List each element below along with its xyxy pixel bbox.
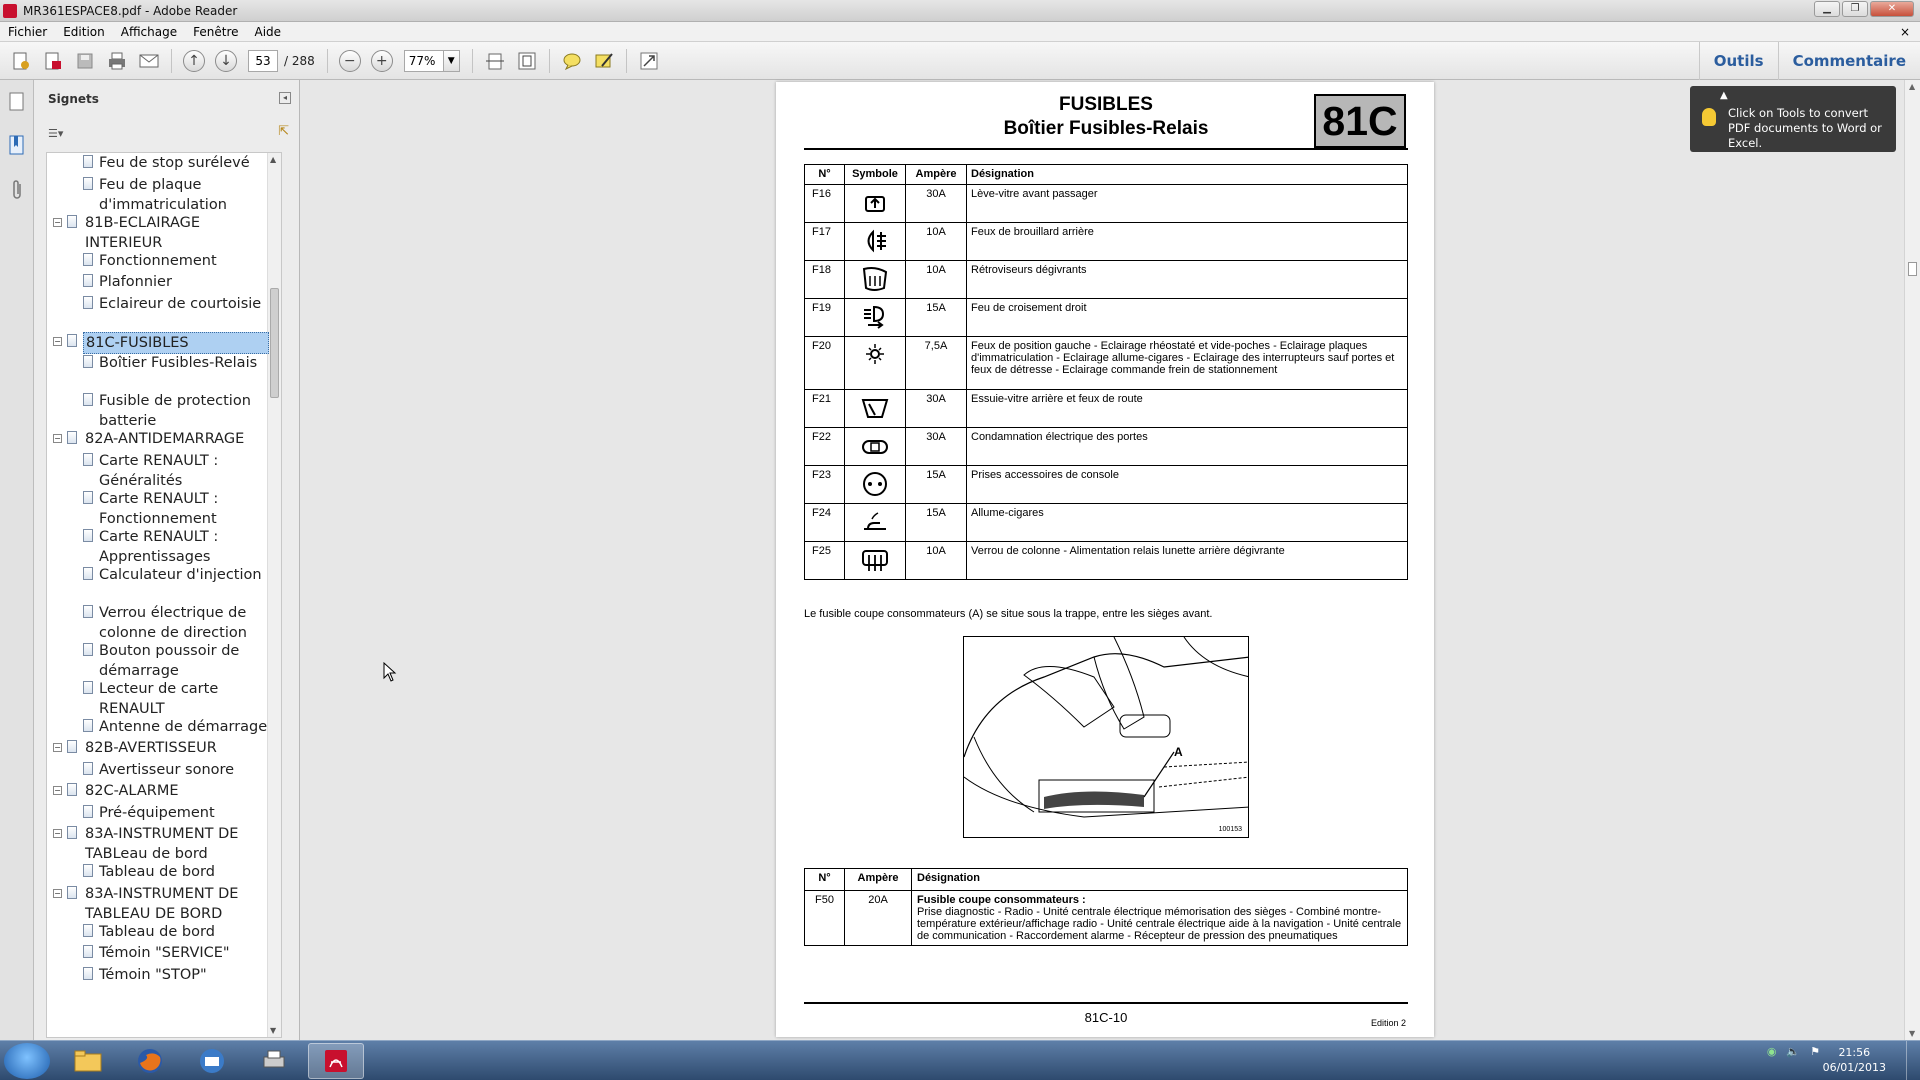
page-header	[804, 92, 1408, 150]
fuse-table	[804, 164, 1408, 580]
bookmark-section[interactable]	[47, 213, 269, 253]
clock-date: 06/01/2013	[1822, 1061, 1886, 1074]
collapse-toggle-icon[interactable]: −	[54, 829, 61, 838]
taskbar	[0, 1040, 1920, 1080]
print-icon[interactable]	[104, 48, 130, 74]
menu-fichier[interactable]: Fichier	[8, 24, 48, 39]
zoom-dropdown-chevron-icon[interactable]: ▼	[444, 50, 460, 72]
bookmark-label: Verrou électrique de colonne de direction	[99, 604, 247, 641]
bookmarks-toolbar	[34, 118, 299, 148]
lightbulb-icon	[1702, 108, 1716, 126]
bookmark-label: 82C-ALARME	[85, 783, 179, 799]
fuse-amperage: 15A	[906, 299, 967, 337]
bookmark-page-icon	[83, 643, 93, 656]
bookmark-label: Fonctionnement	[99, 252, 217, 269]
bookmarks-icon[interactable]	[5, 134, 29, 158]
fuse-row	[805, 504, 1408, 542]
convert-pdf-icon[interactable]	[40, 48, 66, 74]
fuse-designation: Rétroviseurs dégivrants	[967, 261, 1408, 299]
page-footer	[804, 1002, 1408, 1028]
fit-width-icon[interactable]	[482, 48, 508, 74]
fuse-designation: Condamnation électrique des portes	[967, 428, 1408, 466]
bookmark-page-icon	[67, 886, 77, 899]
bookmark-label: Carte RENAULT : Fonctionnement	[99, 490, 219, 527]
bookmark-item[interactable]	[61, 862, 282, 882]
dipped-beam-icon	[860, 321, 890, 333]
bookmark-page-icon	[83, 296, 93, 309]
fuse-amperage: 15A	[906, 466, 967, 504]
bookmark-page-icon	[67, 334, 77, 347]
bookmark-item[interactable]	[61, 251, 282, 271]
comment-bubble-icon[interactable]	[559, 48, 585, 74]
window-title: MR361ESPACE8.pdf - Adobe Reader	[23, 3, 238, 18]
navigation-pane-strip	[0, 80, 34, 1040]
adobe-reader-taskbar-icon[interactable]	[308, 1043, 364, 1079]
bookmark-label: Fusible de protection batterie	[99, 393, 251, 429]
zoom-out-button[interactable]	[337, 48, 363, 74]
tools-tip-popup	[1690, 86, 1896, 152]
fuse-amperage: 30A	[906, 428, 967, 466]
fuse-symbol	[845, 428, 906, 466]
collapse-toggle-icon[interactable]: −	[54, 786, 61, 795]
fuse-number: F16	[805, 185, 845, 223]
expand-bookmark-icon[interactable]: ⇱	[278, 124, 289, 139]
acrobat-icon	[3, 4, 17, 18]
bookmark-page-icon	[83, 762, 93, 775]
fuse-row	[805, 390, 1408, 428]
bookmark-item[interactable]	[61, 272, 282, 292]
fuse-amperage: 10A	[906, 223, 967, 261]
bookmark-item[interactable]	[61, 717, 282, 737]
arrow-down-icon: ↓	[215, 50, 237, 72]
email-icon[interactable]	[136, 48, 162, 74]
scroll-up-arrow-icon[interactable]: ▲	[270, 155, 277, 164]
fuse-amperage: 30A	[906, 390, 967, 428]
tools-link[interactable]: Outils	[1699, 42, 1778, 80]
bookmarks-title: Signets	[48, 92, 99, 106]
consumer-header-num: N°	[805, 869, 845, 891]
toolbar-separator	[171, 49, 172, 73]
bookmark-label: Carte RENAULT : Généralités	[99, 452, 219, 489]
fuse-designation: Lève-vitre avant passager	[967, 185, 1408, 223]
consumer-table-header	[805, 869, 1408, 891]
page-thumbnails-icon[interactable]	[5, 90, 29, 114]
fuse-designation: Allume-cigares	[967, 504, 1408, 542]
fuse-row	[805, 185, 1408, 223]
next-page-button[interactable]	[213, 48, 239, 74]
consumer-fuse-designation	[912, 891, 1408, 946]
page-total: / 288	[284, 53, 315, 68]
illustration-callout-a: A	[1174, 745, 1183, 759]
collapse-toggle-icon[interactable]: −	[54, 888, 61, 898]
bookmark-label: Tableau de bord	[99, 923, 215, 940]
sign-pen-icon[interactable]	[591, 48, 617, 74]
bookmark-item[interactable]	[61, 294, 282, 314]
zoom-in-button[interactable]	[369, 48, 395, 74]
bookmark-page-icon	[67, 431, 77, 444]
taskbar-clock[interactable]	[1823, 1045, 1886, 1075]
consumer-header-amp: Ampère	[845, 869, 912, 891]
page-footer-number: 81C-10	[1084, 1010, 1128, 1025]
fuse-symbol	[845, 337, 906, 390]
fuse-row	[805, 223, 1408, 261]
bookmark-label: 82A-ANTIDEMARRAGE	[85, 431, 245, 447]
toolbar-separator	[327, 49, 328, 73]
fit-page-icon[interactable]	[514, 48, 540, 74]
bookmark-item[interactable]	[61, 451, 282, 491]
bookmark-page-icon	[83, 155, 93, 168]
bookmark-page-icon	[83, 924, 93, 937]
bookmark-item[interactable]	[61, 641, 282, 681]
bookmark-label: Tableau de bord	[99, 864, 215, 880]
bookmark-page-icon	[67, 740, 77, 753]
fuse-amperage: 30A	[906, 185, 967, 223]
fuse-number: F19	[805, 299, 845, 337]
bookmark-options-icon[interactable]: ☰▾	[48, 126, 64, 140]
bookmark-page-icon	[83, 274, 93, 287]
bookmark-label: Avertisseur sonore	[99, 761, 235, 778]
bookmark-label: Feu de stop surélevé	[99, 155, 250, 171]
section-code-badge: 81C	[1314, 94, 1406, 148]
consumer-fuse-table	[804, 868, 1408, 946]
bookmark-item[interactable]	[61, 603, 282, 643]
fuse-number: F21	[805, 390, 845, 428]
fuse-number: F17	[805, 223, 845, 261]
minus-icon: −	[339, 50, 361, 72]
fuse-location-illustration	[963, 636, 1249, 838]
bookmark-section[interactable]	[47, 429, 269, 449]
collapse-toggle-icon[interactable]: −	[54, 336, 61, 346]
bookmark-page-icon	[83, 491, 93, 504]
bookmark-item[interactable]	[61, 153, 282, 173]
firefox-browser-icon[interactable]	[122, 1043, 178, 1079]
close-button[interactable]: ✕	[1870, 1, 1914, 17]
start-button-windows-icon[interactable]	[4, 1043, 50, 1079]
fuse-row	[805, 466, 1408, 504]
clock-time: 21:56	[1838, 1046, 1871, 1059]
bookmark-section[interactable]	[47, 738, 269, 758]
fuse-symbol	[845, 223, 906, 261]
bookmark-label: 81B-ECLAIRAGE INTERIEUR	[85, 214, 201, 251]
fuse-number: F24	[805, 504, 845, 542]
bookmark-label: Pré-équipement	[99, 804, 215, 821]
bookmark-page-icon	[83, 529, 93, 542]
bookmark-label: Bouton poussoir de démarrage	[99, 642, 240, 679]
previous-page-button[interactable]	[181, 48, 207, 74]
bookmark-item[interactable]	[61, 922, 282, 942]
fuse-designation: Essuie-vitre arrière et feux de route	[967, 390, 1408, 428]
page-subtitle: Boîtier Fusibles-Relais	[1003, 118, 1209, 139]
file-explorer-folder-icon[interactable]	[60, 1043, 116, 1079]
bookmarks-header	[34, 80, 299, 118]
fuse-number: F23	[805, 466, 845, 504]
fuse-number: F18	[805, 261, 845, 299]
fuse-symbol	[845, 261, 906, 299]
page-edition: Edition 2	[1370, 1018, 1406, 1028]
plus-icon: +	[371, 50, 393, 72]
menu-aide[interactable]: Aide	[254, 24, 282, 39]
collapse-chevron-icon[interactable]: ▲	[1720, 90, 1728, 101]
toolbar-separator	[549, 49, 550, 73]
bookmark-item[interactable]	[61, 760, 282, 780]
bookmark-label: Témoin "STOP"	[99, 966, 207, 983]
tooltip-text: Click on Tools to convert PDF documents to Word or Excel.	[1728, 106, 1882, 150]
bookmark-page-icon	[83, 453, 93, 466]
bookmark-label: Antenne de démarrage	[99, 718, 268, 735]
rear-defrost-icon	[860, 564, 890, 576]
create-pdf-icon[interactable]	[8, 48, 34, 74]
fuse-number: F22	[805, 428, 845, 466]
document-close-button[interactable]: ×	[1899, 24, 1910, 39]
fuse-row	[805, 428, 1408, 466]
fuse-amperage: 15A	[906, 504, 967, 542]
fuse-row	[805, 261, 1408, 299]
fuse-symbol	[845, 504, 906, 542]
fuse-designation: Feu de croisement droit	[967, 299, 1408, 337]
scroll-up-arrow-icon[interactable]: ▲	[1909, 82, 1916, 91]
bookmark-page-icon	[83, 681, 93, 694]
fuse-designation: Verrou de colonne - Alimentation relais lunette arrière dégivrante	[967, 542, 1408, 580]
bookmark-item[interactable]	[61, 175, 282, 215]
window-lift-icon	[860, 207, 890, 219]
arrow-up-icon: ↑	[183, 50, 205, 72]
fuse-symbol	[845, 390, 906, 428]
bookmark-page-icon	[83, 864, 93, 877]
consumer-row	[805, 891, 1408, 946]
title-bar	[0, 0, 1920, 22]
collapse-toggle-icon[interactable]: −	[54, 434, 61, 443]
bookmark-item[interactable]	[61, 679, 282, 719]
bookmark-label: Carte RENAULT : Apprentissages	[99, 528, 219, 565]
action-center-flag-icon[interactable]: ⚑	[1810, 1045, 1820, 1058]
window-controls	[1814, 1, 1914, 17]
header-amp: Ampère	[906, 165, 967, 185]
heated-mirror-icon	[860, 283, 890, 295]
bookmark-page-icon	[83, 567, 93, 580]
rear-fog-light-icon	[860, 245, 890, 257]
thunderbird-mail-icon[interactable]	[184, 1043, 240, 1079]
fuse-amperage: 10A	[906, 261, 967, 299]
bookmark-page-icon	[67, 215, 77, 228]
fuse-table-header	[805, 165, 1408, 185]
bookmark-label: 81C-FUSIBLES	[83, 332, 269, 354]
bookmark-item[interactable]	[61, 489, 282, 529]
toolbar-separator	[626, 49, 627, 73]
bookmark-section[interactable]	[47, 781, 269, 801]
fuse-symbol	[845, 185, 906, 223]
pdf-page	[776, 82, 1434, 1037]
menu-fenetre[interactable]: Fenêtre	[193, 24, 239, 39]
bookmark-page-icon	[83, 945, 93, 958]
minimize-button[interactable]: ▁	[1814, 1, 1840, 17]
bookmark-label: Feu de plaque d'immatriculation	[99, 176, 227, 213]
document-scroll-thumb[interactable]	[1908, 262, 1917, 276]
bookmark-page-icon	[83, 393, 93, 406]
bookmark-page-icon	[83, 605, 93, 618]
fuse-row	[805, 337, 1408, 390]
bookmarks-panel	[34, 80, 300, 1040]
fuse-row	[805, 542, 1408, 580]
fuse-location-note: Le fusible coupe consommateurs (A) se situe sous la trappe, entre les sièges avant.	[804, 608, 1213, 620]
door-lock-icon	[860, 450, 890, 462]
bookmark-page-icon	[83, 177, 93, 190]
consumer-fuse-title: Fusible coupe consommateurs :	[917, 894, 1086, 906]
fuse-designation: Feux de brouillard arrière	[967, 223, 1408, 261]
fuse-number: F20	[805, 337, 845, 390]
bookmark-label: Plafonnier	[99, 274, 172, 290]
menu-bar	[0, 22, 1920, 42]
attachments-paperclip-icon[interactable]	[5, 178, 29, 202]
bookmark-page-icon	[83, 253, 93, 266]
illustration-reference: 100153	[1218, 826, 1242, 833]
bookmark-label: 82B-AVERTISSEUR	[85, 740, 217, 756]
header-num: N°	[805, 165, 845, 185]
show-desktop-button[interactable]	[1906, 1041, 1920, 1080]
bookmark-tree	[46, 152, 282, 1038]
fuse-designation: Prises accessoires de console	[967, 466, 1408, 504]
consumer-header-designation: Désignation	[912, 869, 1408, 891]
page-title: FUSIBLES	[1059, 94, 1153, 115]
bookmark-label: Eclaireur de courtoisie	[99, 295, 262, 312]
header-symbol: Symbole	[845, 165, 906, 185]
fuse-row	[805, 299, 1408, 337]
bookmark-page-icon	[83, 967, 93, 980]
bookmark-page-icon	[67, 783, 77, 796]
power-socket-icon	[860, 488, 890, 500]
header-designation: Désignation	[967, 165, 1408, 185]
save-icon[interactable]	[72, 48, 98, 74]
fuse-amperage: 7,5A	[906, 337, 967, 390]
bookmark-label: Lecteur de carte RENAULT	[99, 680, 219, 717]
bookmark-page-icon	[83, 355, 93, 368]
volume-icon[interactable]: 🔈	[1786, 1045, 1801, 1058]
bookmark-item[interactable]	[61, 565, 282, 585]
scroll-down-arrow-icon[interactable]: ▼	[1909, 1029, 1916, 1038]
bookmark-page-icon	[83, 719, 93, 732]
cigar-lighter-icon	[860, 526, 890, 538]
maximize-button[interactable]: ❐	[1842, 1, 1868, 17]
bookmark-page-icon	[67, 826, 77, 839]
menu-edition[interactable]: Edition	[63, 24, 105, 39]
comment-link[interactable]: Commentaire	[1778, 42, 1920, 80]
scroll-down-arrow-icon[interactable]: ▼	[270, 1026, 277, 1035]
printer-app-icon[interactable]	[246, 1043, 302, 1079]
rear-wiper-icon	[860, 412, 890, 424]
position-light-icon	[860, 359, 890, 371]
network-status-icon[interactable]: ◉	[1766, 1045, 1777, 1058]
toolbar-right	[1699, 42, 1920, 80]
bookmark-section[interactable]	[47, 884, 269, 924]
fuse-number: F25	[805, 542, 845, 580]
bookmark-item[interactable]	[61, 391, 282, 431]
consumer-fuse-num: F50	[805, 891, 845, 946]
consumer-fuse-amp: 20A	[845, 891, 912, 946]
bookmark-page-icon	[83, 805, 93, 818]
menu-affichage[interactable]: Affichage	[120, 24, 178, 39]
fullscreen-expand-icon[interactable]	[636, 48, 662, 74]
zoom-level-input[interactable]: 77%	[404, 50, 444, 72]
toolbar	[0, 42, 1920, 80]
bookmark-label: Témoin "SERVICE"	[99, 945, 230, 961]
fuse-designation: Feux de position gauche - Eclairage rhéostaté et vide-poches - Eclairage plaques d'immatriculation - Eclairage allume-cigares - Eclairage des interrupteurs sauf portes et feux de détresse - Eclairage commande frein de stationnement	[967, 337, 1408, 390]
consumer-fuse-desc: Prise diagnostic - Radio - Unité centrale électrique mémorisation des sièges - Combiné montre-température extérieur/affichage radio - Unité centrale électrique aide à la navigation - Unité centrale de communication - Raccordement alarme - Récepteur de pression des pneumatiques	[917, 906, 1402, 942]
bookmark-section[interactable]	[47, 332, 269, 354]
toolbar-separator	[472, 49, 473, 73]
bookmark-item[interactable]	[61, 527, 282, 567]
fuse-symbol	[845, 542, 906, 580]
bookmark-label: Calculateur d'injection	[99, 566, 262, 583]
collapse-toggle-icon[interactable]: −	[54, 743, 61, 752]
fuse-amperage: 10A	[906, 542, 967, 580]
collapse-toggle-icon[interactable]: −	[54, 217, 61, 227]
bookmark-label: Boîtier Fusibles-Relais	[99, 355, 258, 371]
bookmark-item[interactable]	[61, 965, 282, 985]
bookmark-item[interactable]	[61, 803, 282, 823]
bookmark-label: 83A-INSTRUMENT DE TABLeau de bord	[85, 826, 239, 862]
bookmark-item[interactable]	[61, 943, 282, 963]
bookmark-section[interactable]	[47, 824, 269, 864]
collapse-panel-icon[interactable]: ◂	[279, 92, 291, 104]
bookmark-label: 83A-INSTRUMENT DE TABLEAU DE BORD	[85, 885, 239, 922]
bookmark-item[interactable]	[61, 353, 282, 373]
page-number-input[interactable]: 53	[248, 50, 278, 72]
document-scrollbar[interactable]	[1904, 80, 1920, 1040]
fuse-symbol	[845, 466, 906, 504]
fuse-symbol	[845, 299, 906, 337]
